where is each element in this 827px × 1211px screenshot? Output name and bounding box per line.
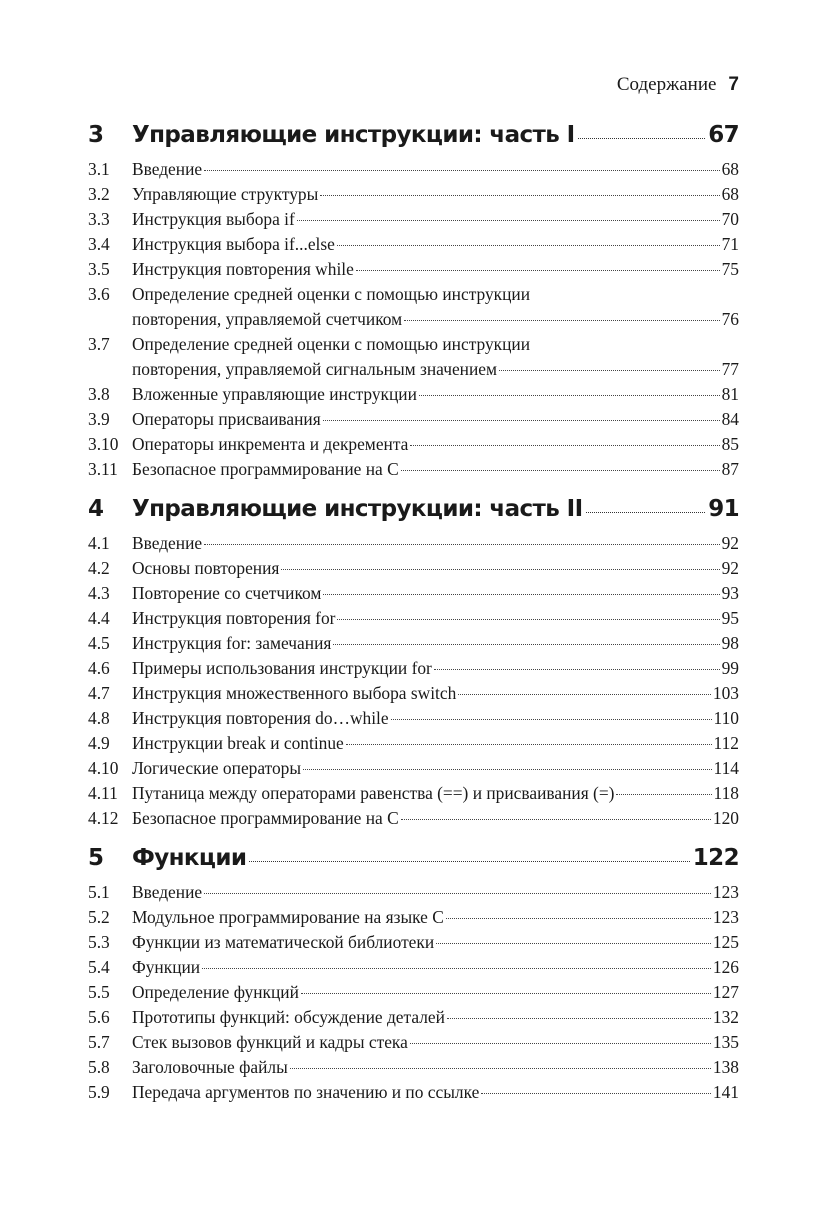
section-title: повторения, управляемой счетчиком xyxy=(132,309,403,329)
section-number: 4.12 xyxy=(88,808,119,828)
section-title: Модульное программирование на языке C xyxy=(132,907,444,927)
section-number: 5.5 xyxy=(88,982,110,1002)
section-number: 4.9 xyxy=(88,733,110,753)
section-page: 114 xyxy=(713,758,739,778)
section-number: 3.8 xyxy=(88,384,110,404)
toc-entry[interactable] xyxy=(88,382,739,407)
toc-entry[interactable] xyxy=(88,556,739,581)
dot-leader xyxy=(578,138,706,139)
toc-entry[interactable] xyxy=(88,731,739,756)
chapter-page: 122 xyxy=(692,845,739,871)
section-page: 70 xyxy=(721,209,739,229)
chapter-entries xyxy=(88,880,739,1105)
section-title: Прототипы функций: обсуждение деталей xyxy=(132,1007,445,1027)
dot-leader xyxy=(303,769,711,770)
running-head-title: Содержание xyxy=(616,74,717,95)
toc-entry[interactable] xyxy=(88,806,739,831)
section-number: 4.10 xyxy=(88,758,119,778)
section-number: 4.1 xyxy=(88,533,110,553)
section-title: Инструкция for: замечания xyxy=(132,633,332,653)
section-page: 95 xyxy=(721,608,739,628)
chapter-number: 3 xyxy=(88,122,104,148)
section-title: Путаница между операторами равенства (==) и присваивания (=) xyxy=(132,783,615,803)
section-title: Функции xyxy=(132,957,201,977)
section-title: Введение xyxy=(132,882,203,902)
dot-leader xyxy=(204,544,720,545)
dot-leader xyxy=(297,220,720,221)
toc-entry[interactable] xyxy=(88,407,739,432)
section-title: Заголовочные файлы xyxy=(132,1057,288,1077)
toc-entry[interactable] xyxy=(88,781,739,806)
toc-entry[interactable] xyxy=(88,182,739,207)
toc-entry[interactable] xyxy=(88,207,739,232)
section-title-line1: Определение средней оценки с помощью инструкции xyxy=(132,284,531,304)
section-number: 4.3 xyxy=(88,583,110,603)
section-page: 125 xyxy=(712,932,739,952)
dot-leader xyxy=(249,861,689,862)
toc-entry[interactable] xyxy=(88,631,739,656)
dot-leader xyxy=(436,943,711,944)
section-number: 3.7 xyxy=(88,334,110,354)
toc-entry[interactable] xyxy=(88,157,739,182)
dot-leader xyxy=(337,619,719,620)
section-page: 126 xyxy=(712,957,739,977)
section-title: Логические операторы xyxy=(132,758,302,778)
chapter-page: 67 xyxy=(708,122,739,148)
section-number: 5.2 xyxy=(88,907,110,927)
section-page: 110 xyxy=(713,708,739,728)
section-title: Стек вызовов функций и кадры стека xyxy=(132,1032,408,1052)
dot-leader xyxy=(447,1018,711,1019)
chapter-5 xyxy=(88,845,739,1105)
toc-entry[interactable] xyxy=(88,955,739,980)
section-page: 98 xyxy=(721,633,739,653)
section-title: Управляющие структуры xyxy=(132,184,319,204)
section-number: 3.4 xyxy=(88,234,110,254)
chapter-title: Управляющие инструкции: часть II xyxy=(132,496,583,522)
section-title: Инструкция повторения while xyxy=(132,259,354,279)
chapter-3 xyxy=(88,122,739,482)
section-number: 3.2 xyxy=(88,184,110,204)
dot-leader xyxy=(202,968,711,969)
section-title: Операторы присваивания xyxy=(132,409,321,429)
dot-leader xyxy=(320,195,719,196)
chapter-number: 4 xyxy=(88,496,104,522)
section-number: 5.3 xyxy=(88,932,110,952)
section-number: 4.11 xyxy=(88,783,118,803)
toc-entry[interactable] xyxy=(88,1080,739,1105)
toc-entry[interactable] xyxy=(88,581,739,606)
dot-leader xyxy=(410,1043,711,1044)
chapter-title: Функции xyxy=(132,845,247,871)
section-page: 123 xyxy=(712,882,739,902)
section-page: 112 xyxy=(713,733,739,753)
chapter-title: Управляющие инструкции: часть I xyxy=(132,122,575,148)
dot-leader xyxy=(323,420,720,421)
section-page: 99 xyxy=(721,658,739,678)
section-title: Определение функций xyxy=(132,982,299,1002)
toc-entry[interactable] xyxy=(88,531,739,556)
section-page: 68 xyxy=(721,184,739,204)
toc-entry[interactable] xyxy=(88,905,739,930)
chapter-entries xyxy=(88,531,739,831)
chapter-page: 91 xyxy=(708,496,739,522)
dot-leader xyxy=(391,719,712,720)
section-number: 5.4 xyxy=(88,957,110,977)
section-title: Безопасное программирование на C xyxy=(132,459,399,479)
section-title: повторения, управляемой сигнальным значением xyxy=(132,359,498,379)
section-number: 3.10 xyxy=(88,434,119,454)
section-page: 92 xyxy=(721,533,739,553)
dot-leader xyxy=(434,669,720,670)
section-number: 3.11 xyxy=(88,459,118,479)
section-title: Инструкции break и continue xyxy=(132,733,344,753)
section-title: Безопасное программирование на C xyxy=(132,808,399,828)
toc-entry[interactable] xyxy=(88,880,739,905)
dot-leader xyxy=(204,893,711,894)
dot-leader xyxy=(404,320,719,321)
section-page: 135 xyxy=(712,1032,739,1052)
dot-leader xyxy=(586,512,706,513)
section-number: 4.5 xyxy=(88,633,110,653)
toc-entry[interactable] xyxy=(88,1030,739,1055)
toc-entry[interactable] xyxy=(88,457,739,482)
toc-entry[interactable] xyxy=(88,930,739,955)
dot-leader xyxy=(204,170,720,171)
section-number: 5.6 xyxy=(88,1007,110,1027)
section-title: Вложенные управляющие инструкции xyxy=(132,384,417,404)
section-number: 3.6 xyxy=(88,284,110,304)
section-number: 3.3 xyxy=(88,209,110,229)
section-title: Введение xyxy=(132,159,203,179)
section-page: 132 xyxy=(712,1007,739,1027)
section-page: 120 xyxy=(712,808,739,828)
section-page: 77 xyxy=(721,359,739,379)
section-title: Инструкция повторения do…while xyxy=(132,708,389,728)
section-number: 4.8 xyxy=(88,708,110,728)
section-page: 127 xyxy=(712,982,739,1002)
toc-entry[interactable] xyxy=(88,257,739,282)
chapter-heading[interactable] xyxy=(88,122,739,156)
dot-leader xyxy=(458,694,711,695)
section-title: Повторение со счетчиком xyxy=(132,583,322,603)
page-number: 7 xyxy=(728,74,739,95)
toc-entry[interactable] xyxy=(88,1055,739,1080)
section-number: 5.9 xyxy=(88,1082,110,1102)
dot-leader xyxy=(410,445,719,446)
chapter-heading[interactable] xyxy=(88,845,739,879)
section-page: 93 xyxy=(721,583,739,603)
toc-entry[interactable] xyxy=(88,1005,739,1030)
dot-leader xyxy=(290,1068,711,1069)
dot-leader xyxy=(346,744,712,745)
dot-leader xyxy=(337,245,720,246)
toc-entry[interactable] xyxy=(88,706,739,731)
toc-entry[interactable] xyxy=(88,656,739,681)
section-number: 4.7 xyxy=(88,683,110,703)
toc-entry[interactable] xyxy=(88,282,739,332)
section-title-line1: Определение средней оценки с помощью инструкции xyxy=(132,334,531,354)
section-number: 5.7 xyxy=(88,1032,110,1052)
dot-leader xyxy=(323,594,719,595)
dot-leader xyxy=(356,270,720,271)
section-number: 4.2 xyxy=(88,558,110,578)
section-page: 71 xyxy=(721,234,739,254)
toc-entry[interactable] xyxy=(88,432,739,457)
dot-leader xyxy=(301,993,711,994)
section-number: 3.9 xyxy=(88,409,110,429)
section-title: Инструкция выбора if xyxy=(132,209,295,229)
section-page: 87 xyxy=(721,459,739,479)
section-page: 85 xyxy=(721,434,739,454)
section-number: 3.1 xyxy=(88,159,110,179)
chapter-entries xyxy=(88,157,739,482)
dot-leader xyxy=(333,644,719,645)
chapter-heading[interactable] xyxy=(88,496,739,530)
chapter-number: 5 xyxy=(88,845,104,871)
section-page: 75 xyxy=(721,259,739,279)
section-page: 103 xyxy=(712,683,739,703)
section-title: Инструкция множественного выбора switch xyxy=(132,683,457,703)
toc-entry[interactable] xyxy=(88,232,739,257)
section-page: 141 xyxy=(712,1082,739,1102)
section-title: Основы повторения xyxy=(132,558,280,578)
dot-leader xyxy=(499,370,720,371)
section-title: Примеры использования инструкции for xyxy=(132,658,432,678)
section-number: 3.5 xyxy=(88,259,110,279)
section-number: 4.6 xyxy=(88,658,110,678)
section-title: Введение xyxy=(132,533,203,553)
section-page: 92 xyxy=(721,558,739,578)
dot-leader xyxy=(401,819,711,820)
dot-leader xyxy=(401,470,720,471)
section-title: Инструкция выбора if...else xyxy=(132,234,335,254)
section-title: Передача аргументов по значению и по ссылке xyxy=(132,1082,480,1102)
section-title: Операторы инкремента и декремента xyxy=(132,434,409,454)
section-page: 81 xyxy=(721,384,739,404)
toc-entry[interactable] xyxy=(88,980,739,1005)
dot-leader xyxy=(616,794,711,795)
toc-entry[interactable] xyxy=(88,756,739,781)
section-number: 5.8 xyxy=(88,1057,110,1077)
section-number: 4.4 xyxy=(88,608,110,628)
running-head xyxy=(617,74,739,96)
toc-entry[interactable] xyxy=(88,681,739,706)
dot-leader xyxy=(419,395,720,396)
dot-leader xyxy=(446,918,711,919)
dot-leader xyxy=(481,1093,711,1094)
toc-entry[interactable] xyxy=(88,332,739,382)
dot-leader xyxy=(281,569,719,570)
section-number: 5.1 xyxy=(88,882,110,902)
chapter-4 xyxy=(88,496,739,831)
section-page: 138 xyxy=(712,1057,739,1077)
toc-entry[interactable] xyxy=(88,606,739,631)
section-page: 76 xyxy=(721,309,739,329)
section-page: 123 xyxy=(712,907,739,927)
section-page: 68 xyxy=(721,159,739,179)
section-title: Функции из математической библиотеки xyxy=(132,932,435,952)
section-title: Инструкция повторения for xyxy=(132,608,336,628)
section-page: 84 xyxy=(721,409,739,429)
section-page: 118 xyxy=(713,783,739,803)
